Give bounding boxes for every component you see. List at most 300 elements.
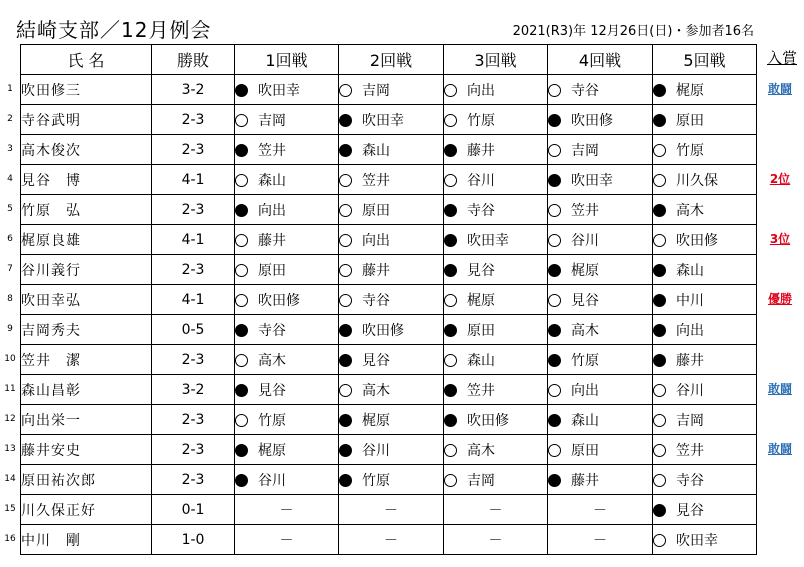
table-row [21,525,757,555]
win-mark-icon [653,204,666,217]
match-round-4 [548,165,653,195]
win-loss-record: 2-3 [152,345,235,375]
opponent-name: 寺谷 [258,322,286,339]
win-loss-record: 4-1 [152,165,235,195]
match-round-1 [235,435,339,465]
player-name: 藤井安史 [21,435,152,465]
match-round-1 [235,195,339,225]
opponent-name: 吉岡 [467,472,495,489]
match-round-2 [339,315,444,345]
match-round-3 [444,255,548,285]
win-loss-record: 2-3 [152,255,235,285]
match-round-2 [339,525,444,555]
match-round-2 [339,165,444,195]
match-round-4 [548,435,653,465]
row-number: 14 [4,474,16,484]
loss-mark-icon [235,114,248,127]
player-name: 川久保正好 [21,495,152,525]
opponent-name: 向出 [467,82,495,99]
player-name: 笠井 潔 [21,345,152,375]
table-row [21,405,757,435]
match-round-4 [548,195,653,225]
opponent-name: 竹原 [258,412,286,429]
opponent-name: 高木 [676,202,704,219]
header [0,0,804,44]
match-round-4 [548,255,653,285]
win-loss-record: 2-3 [152,405,235,435]
loss-mark-icon [548,204,561,217]
opponent-name: 向出 [571,382,599,399]
opponent-name: 原田 [258,262,286,279]
match-round-5 [653,225,757,255]
match-round-5 [653,285,757,315]
table-row [21,285,757,315]
loss-mark-icon [235,174,248,187]
opponent-name: 吹田修 [362,322,404,339]
loss-mark-icon [548,384,561,397]
win-loss-record: 2-3 [152,435,235,465]
match-round-1 [235,525,339,555]
player-name: 吹田幸弘 [21,285,152,315]
match-round-5 [653,495,757,525]
match-round-3 [444,135,548,165]
row-number: 11 [4,384,16,394]
loss-mark-icon [339,234,352,247]
opponent-name: 梶原 [571,262,599,279]
win-mark-icon [444,264,457,277]
page-title: 結崎支部／12月例会 [16,18,212,42]
player-name: 吉岡秀夫 [21,315,152,345]
opponent-name: － [593,532,607,549]
win-mark-icon [235,84,248,97]
win-mark-icon [548,264,561,277]
win-loss-record: 4-1 [152,225,235,255]
opponent-name: 向出 [362,232,390,249]
loss-mark-icon [653,384,666,397]
loss-mark-icon [444,444,457,457]
opponent-name: 吉岡 [258,112,286,129]
match-round-5 [653,135,757,165]
match-round-4 [548,225,653,255]
table-row [21,165,757,195]
opponent-name: － [488,502,503,519]
loss-mark-icon [653,234,666,247]
loss-mark-icon [444,84,457,97]
loss-mark-icon [548,84,561,97]
table-row [21,435,757,465]
opponent-name: 寺谷 [676,472,704,489]
match-round-2 [339,75,444,105]
row-number: 2 [7,114,13,124]
loss-mark-icon [339,204,352,217]
win-mark-icon [444,204,457,217]
win-mark-icon [339,354,352,367]
win-mark-icon [548,354,561,367]
match-round-3 [444,315,548,345]
opponent-name: 高木 [571,322,599,339]
match-round-4 [548,525,653,555]
player-name: 寺谷武明 [21,105,152,135]
opponent-name: 森山 [467,352,495,369]
win-mark-icon [548,114,561,127]
opponent-name: 見谷 [362,352,390,369]
opponent-name: 笠井 [467,382,495,399]
win-mark-icon [653,264,666,277]
match-round-4 [548,345,653,375]
player-name: 原田祐次郎 [21,465,152,495]
loss-mark-icon [339,84,352,97]
match-round-3 [444,165,548,195]
row-number: 12 [4,414,16,424]
win-mark-icon [235,324,248,337]
win-mark-icon [235,444,248,457]
opponent-name: － [384,502,398,519]
win-loss-record: 2-3 [152,105,235,135]
opponent-name: 見谷 [571,292,599,309]
opponent-name: 森山 [676,262,704,279]
opponent-name: 谷川 [467,172,495,189]
win-mark-icon [444,384,457,397]
row-number: 13 [4,444,16,454]
award-label: 敢闘 [767,442,792,456]
opponent-name: 藤井 [571,472,599,489]
opponent-name: 見谷 [467,262,495,279]
opponent-name: 見谷 [676,502,704,519]
opponent-name: 梶原 [258,442,286,459]
opponent-name: 笠井 [258,142,286,159]
match-round-1 [235,255,339,285]
match-round-4 [548,465,653,495]
opponent-name: 藤井 [676,352,704,369]
win-loss-record: 0-5 [152,315,235,345]
column-header-score: 勝敗 [152,45,235,75]
match-round-3 [444,405,548,435]
opponent-name: 原田 [676,112,704,129]
opponent-name: 原田 [571,442,599,459]
match-round-3 [444,465,548,495]
match-round-2 [339,255,444,285]
win-mark-icon [548,324,561,337]
opponent-name: 藤井 [258,232,286,249]
loss-mark-icon [235,354,248,367]
column-header-round-3: 3回戦 [444,45,548,75]
opponent-name: 向出 [258,202,286,219]
column-header-round-2: 2回戦 [339,45,444,75]
opponent-name: 竹原 [362,472,390,489]
loss-mark-icon [339,264,352,277]
match-round-3 [444,495,548,525]
row-number: 4 [7,174,13,184]
award-label: 優勝 [767,292,792,306]
opponent-name: 竹原 [571,352,599,369]
match-round-2 [339,285,444,315]
loss-mark-icon [235,264,248,277]
opponent-name: 竹原 [676,142,704,159]
opponent-name: 森山 [258,172,286,189]
loss-mark-icon [444,114,457,127]
loss-mark-icon [444,294,457,307]
table-row [21,105,757,135]
loss-mark-icon [235,414,248,427]
match-round-5 [653,465,757,495]
row-number: 7 [7,264,13,274]
opponent-name: 吹田修 [467,412,509,429]
opponent-name: 谷川 [571,232,599,249]
row-number: 6 [7,234,13,244]
table-row [21,375,757,405]
loss-mark-icon [653,144,666,157]
match-round-2 [339,345,444,375]
opponent-name: 吹田修 [676,232,718,249]
match-round-4 [548,315,653,345]
loss-mark-icon [653,474,666,487]
win-loss-record: 2-3 [152,465,235,495]
award-label: 敢闘 [767,82,792,96]
match-round-3 [444,225,548,255]
award-column-header: 入賞 [766,49,797,67]
win-mark-icon [235,204,248,217]
loss-mark-icon [548,144,561,157]
match-round-5 [653,315,757,345]
win-loss-record: 1-0 [152,525,235,555]
row-number: 10 [4,354,16,364]
opponent-name: 寺谷 [467,202,495,219]
opponent-name: 笠井 [676,442,704,459]
match-round-2 [339,495,444,525]
match-round-2 [339,195,444,225]
match-round-2 [339,435,444,465]
win-loss-record: 0-1 [152,495,235,525]
match-round-5 [653,105,757,135]
opponent-name: 高木 [258,352,286,369]
loss-mark-icon [235,294,248,307]
player-name: 谷川義行 [21,255,152,285]
row-number: 1 [7,84,13,94]
match-round-4 [548,75,653,105]
match-round-3 [444,285,548,315]
win-mark-icon [235,384,248,397]
win-mark-icon [653,354,666,367]
match-round-3 [444,435,548,465]
opponent-name: 吉岡 [571,142,599,159]
win-loss-record: 2-3 [152,195,235,225]
match-round-1 [235,225,339,255]
column-header-round-4: 4回戦 [548,45,653,75]
win-loss-record: 4-1 [152,285,235,315]
match-round-5 [653,405,757,435]
opponent-name: 吉岡 [362,82,390,99]
win-loss-record: 2-3 [152,135,235,165]
column-header-round-5: 5回戦 [653,45,757,75]
opponent-name: 見谷 [258,382,286,399]
match-round-4 [548,495,653,525]
opponent-name: 吹田幸 [362,112,404,129]
win-mark-icon [339,324,352,337]
results-table [20,44,757,555]
opponent-name: 梶原 [362,412,390,429]
opponent-name: 笠井 [571,202,599,219]
win-mark-icon [235,474,248,487]
player-name: 高木俊次 [21,135,152,165]
opponent-name: 吹田修 [258,292,300,309]
loss-mark-icon [548,234,561,247]
column-header-name: 氏 名 [21,45,152,75]
match-round-1 [235,495,339,525]
win-mark-icon [548,414,561,427]
match-round-3 [444,375,548,405]
match-round-5 [653,375,757,405]
match-round-1 [235,75,339,105]
opponent-name: － [279,532,294,549]
loss-mark-icon [339,174,352,187]
player-name: 向出栄一 [21,405,152,435]
win-mark-icon [444,414,457,427]
win-mark-icon [339,444,352,457]
win-mark-icon [444,234,457,247]
player-name: 吹田修三 [21,75,152,105]
win-mark-icon [339,114,352,127]
opponent-name: 森山 [571,412,599,429]
row-number: 3 [7,144,13,154]
loss-mark-icon [548,294,561,307]
win-mark-icon [653,324,666,337]
match-round-2 [339,135,444,165]
award-label: 2位 [769,172,791,186]
match-round-4 [548,285,653,315]
opponent-name: 梶原 [676,82,704,99]
match-round-3 [444,525,548,555]
loss-mark-icon [653,444,666,457]
loss-mark-icon [444,474,457,487]
opponent-name: － [593,502,607,519]
win-mark-icon [653,84,666,97]
opponent-name: － [488,532,503,549]
row-number: 15 [4,504,16,514]
loss-mark-icon [339,384,352,397]
win-mark-icon [548,174,561,187]
match-round-4 [548,105,653,135]
event-meta: 2021(R3)年 12月26日(日)・参加者16名 [512,24,754,39]
table-row [21,465,757,495]
award-label: 敢闘 [767,382,792,396]
opponent-name: 吹田幸 [467,232,509,249]
table-row [21,495,757,525]
win-mark-icon [653,504,666,517]
opponent-name: 中川 [676,292,704,309]
opponent-name: 川久保 [676,172,718,189]
row-number: 9 [7,324,13,334]
loss-mark-icon [444,174,457,187]
match-round-1 [235,405,339,435]
match-round-2 [339,105,444,135]
opponent-name: 藤井 [467,142,495,159]
match-round-4 [548,375,653,405]
match-round-5 [653,195,757,225]
match-round-5 [653,525,757,555]
win-mark-icon [653,114,666,127]
loss-mark-icon [653,414,666,427]
opponent-name: 竹原 [467,112,495,129]
table-row [21,75,757,105]
match-round-3 [444,345,548,375]
match-round-3 [444,75,548,105]
player-name: 竹原 弘 [21,195,152,225]
win-mark-icon [235,144,248,157]
match-round-2 [339,375,444,405]
win-mark-icon [548,474,561,487]
match-round-1 [235,345,339,375]
match-round-4 [548,405,653,435]
match-round-5 [653,75,757,105]
opponent-name: 寺谷 [362,292,390,309]
table-row [21,315,757,345]
opponent-name: 吹田幸 [571,172,613,189]
match-round-5 [653,435,757,465]
match-round-1 [235,285,339,315]
player-name: 梶原良雄 [21,225,152,255]
opponent-name: 吹田幸 [676,532,718,549]
opponent-name: － [279,502,294,519]
loss-mark-icon [653,174,666,187]
opponent-name: 梶原 [467,292,495,309]
opponent-name: 向出 [676,322,704,339]
table-row [21,195,757,225]
match-round-2 [339,225,444,255]
win-mark-icon [339,414,352,427]
award-label: 3位 [769,232,791,246]
match-round-2 [339,405,444,435]
player-name: 見谷 博 [21,165,152,195]
opponent-name: 高木 [467,442,495,459]
loss-mark-icon [444,354,457,367]
table-row [21,135,757,165]
match-round-1 [235,465,339,495]
loss-mark-icon [548,444,561,457]
column-header-round-1: 1回戦 [235,45,339,75]
opponent-name: 谷川 [362,442,390,459]
opponent-name: 笠井 [362,172,390,189]
table-row [21,345,757,375]
table-row [21,255,757,285]
player-name: 中川 剛 [21,525,152,555]
opponent-name: 原田 [362,202,390,219]
player-name: 森山昌彰 [21,375,152,405]
match-round-1 [235,375,339,405]
match-round-3 [444,195,548,225]
opponent-name: 谷川 [676,382,704,399]
match-round-4 [548,135,653,165]
win-loss-record: 3-2 [152,75,235,105]
win-mark-icon [444,144,457,157]
row-number: 16 [4,534,16,544]
opponent-name: 藤井 [362,262,390,279]
win-mark-icon [339,144,352,157]
loss-mark-icon [235,234,248,247]
loss-mark-icon [653,534,666,547]
table-header-row [21,45,757,75]
match-round-3 [444,105,548,135]
opponent-name: 吹田修 [571,112,613,129]
win-mark-icon [653,294,666,307]
match-round-1 [235,135,339,165]
opponent-name: 高木 [362,382,390,399]
match-round-2 [339,465,444,495]
match-round-5 [653,345,757,375]
table-row [21,225,757,255]
opponent-name: 原田 [467,322,495,339]
win-mark-icon [339,474,352,487]
loss-mark-icon [339,294,352,307]
